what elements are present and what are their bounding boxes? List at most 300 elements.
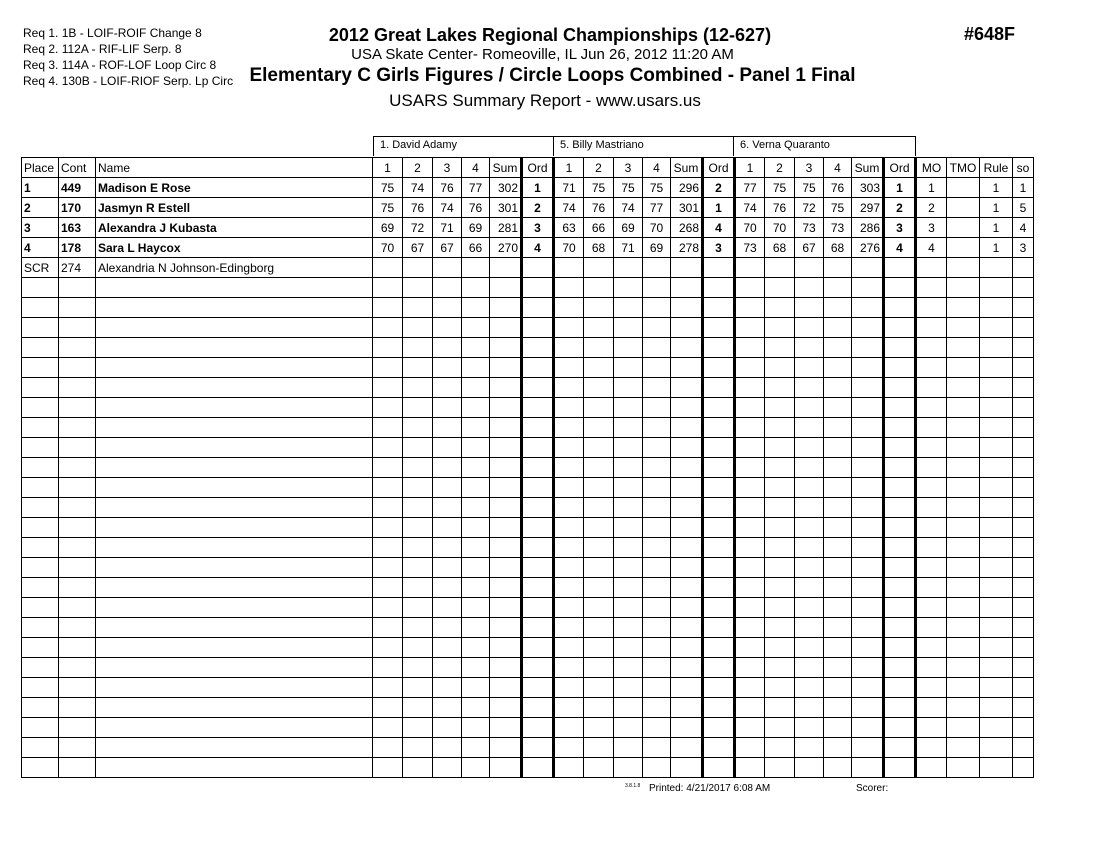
empty-cell bbox=[490, 618, 522, 638]
empty-cell bbox=[522, 338, 554, 358]
empty-cell bbox=[522, 658, 554, 678]
empty-cell bbox=[373, 278, 403, 298]
empty-cell bbox=[614, 438, 643, 458]
empty-cell bbox=[22, 698, 59, 718]
empty-cell bbox=[462, 538, 490, 558]
empty-cell bbox=[643, 758, 671, 778]
empty-cell bbox=[59, 618, 96, 638]
empty-cell bbox=[22, 398, 59, 418]
empty-cell bbox=[96, 278, 373, 298]
empty-cell bbox=[433, 698, 462, 718]
empty-cell bbox=[584, 538, 614, 558]
judge-1-figure-1-score: 75 bbox=[373, 178, 403, 198]
empty-cell bbox=[22, 318, 59, 338]
empty-cell bbox=[1013, 518, 1034, 538]
empty-cell bbox=[765, 298, 795, 318]
empty-cell bbox=[824, 498, 852, 518]
empty-cell bbox=[59, 438, 96, 458]
judge-2-ordinal bbox=[703, 258, 735, 278]
judge-2-figure-3-score bbox=[614, 258, 643, 278]
empty-cell bbox=[916, 418, 947, 438]
empty-cell bbox=[852, 438, 884, 458]
competition-title: 2012 Great Lakes Regional Championships (12-627) bbox=[328, 25, 772, 45]
empty-cell bbox=[643, 678, 671, 698]
empty-cell bbox=[59, 758, 96, 778]
empty-cell bbox=[490, 438, 522, 458]
judge-3-figure-3-score: 67 bbox=[795, 238, 824, 258]
empty-cell bbox=[403, 498, 433, 518]
empty-cell bbox=[373, 658, 403, 678]
cont-cell: 178 bbox=[59, 238, 96, 258]
empty-cell bbox=[980, 678, 1013, 698]
empty-cell bbox=[916, 318, 947, 338]
empty-cell bbox=[916, 758, 947, 778]
empty-cell bbox=[96, 738, 373, 758]
empty-cell bbox=[22, 598, 59, 618]
empty-cell bbox=[554, 358, 584, 378]
empty-cell bbox=[584, 658, 614, 678]
requirement-4: Req 4. 130B - LOIF-RIOF Serp. Lp Circ bbox=[23, 74, 234, 88]
empty-cell bbox=[490, 658, 522, 678]
empty-cell bbox=[59, 378, 96, 398]
empty-cell bbox=[671, 578, 703, 598]
empty-cell bbox=[433, 298, 462, 318]
empty-cell bbox=[916, 618, 947, 638]
judge-1-figure-3-score: 71 bbox=[433, 218, 462, 238]
empty-cell bbox=[462, 378, 490, 398]
empty-cell bbox=[980, 298, 1013, 318]
empty-cell bbox=[1013, 278, 1034, 298]
col-header-judge-3-sum: Sum bbox=[852, 158, 884, 178]
empty-cell bbox=[584, 478, 614, 498]
judge-3-figure-3-score bbox=[795, 258, 824, 278]
empty-cell bbox=[735, 578, 765, 598]
empty-cell bbox=[373, 698, 403, 718]
empty-cell bbox=[403, 418, 433, 438]
empty-cell bbox=[433, 438, 462, 458]
empty-cell bbox=[584, 358, 614, 378]
empty-cell bbox=[824, 738, 852, 758]
empty-cell bbox=[614, 638, 643, 658]
empty-cell bbox=[554, 578, 584, 598]
table-row bbox=[22, 258, 1034, 278]
empty-cell bbox=[703, 418, 735, 438]
empty-cell bbox=[852, 618, 884, 638]
empty-cell bbox=[22, 718, 59, 738]
judge-3-figure-1-score: 77 bbox=[735, 178, 765, 198]
empty-cell bbox=[947, 298, 980, 318]
empty-row bbox=[22, 558, 1034, 578]
empty-cell bbox=[852, 698, 884, 718]
judge-1-figure-3-score: 74 bbox=[433, 198, 462, 218]
empty-cell bbox=[884, 358, 916, 378]
empty-cell bbox=[403, 538, 433, 558]
empty-cell bbox=[403, 698, 433, 718]
empty-cell bbox=[703, 738, 735, 758]
empty-cell bbox=[373, 378, 403, 398]
empty-cell bbox=[462, 598, 490, 618]
empty-cell bbox=[554, 738, 584, 758]
empty-cell bbox=[795, 438, 824, 458]
col-header-judge-3-figure-1: 1 bbox=[735, 158, 765, 178]
col-header-judge-1-figure-1: 1 bbox=[373, 158, 403, 178]
empty-cell bbox=[554, 398, 584, 418]
empty-cell bbox=[522, 578, 554, 598]
col-header-judge-2-figure-3: 3 bbox=[614, 158, 643, 178]
judge-2-figure-2-score bbox=[584, 258, 614, 278]
empty-cell bbox=[703, 538, 735, 558]
empty-cell bbox=[765, 678, 795, 698]
empty-cell bbox=[671, 398, 703, 418]
empty-cell bbox=[490, 398, 522, 418]
rule-cell: 1 bbox=[980, 218, 1013, 238]
empty-cell bbox=[980, 578, 1013, 598]
empty-cell bbox=[765, 758, 795, 778]
col-header-judge-2-figure-2: 2 bbox=[584, 158, 614, 178]
empty-cell bbox=[884, 378, 916, 398]
judge-3-sum: 276 bbox=[852, 238, 884, 258]
empty-cell bbox=[795, 318, 824, 338]
judge-2-sum: 296 bbox=[671, 178, 703, 198]
empty-cell bbox=[59, 538, 96, 558]
judge-3-ordinal bbox=[884, 258, 916, 278]
judge-2-ordinal: 4 bbox=[703, 218, 735, 238]
empty-cell bbox=[22, 298, 59, 318]
empty-cell bbox=[852, 378, 884, 398]
empty-cell bbox=[765, 438, 795, 458]
judge-2-figure-2-score: 66 bbox=[584, 218, 614, 238]
empty-cell bbox=[884, 298, 916, 318]
empty-cell bbox=[671, 518, 703, 538]
col-header-so: so bbox=[1013, 158, 1034, 178]
judge-1-figure-4-score: 69 bbox=[462, 218, 490, 238]
empty-cell bbox=[824, 338, 852, 358]
empty-cell bbox=[522, 738, 554, 758]
empty-cell bbox=[59, 478, 96, 498]
empty-cell bbox=[433, 338, 462, 358]
empty-cell bbox=[462, 638, 490, 658]
empty-cell bbox=[96, 358, 373, 378]
empty-cell bbox=[765, 418, 795, 438]
empty-cell bbox=[433, 518, 462, 538]
empty-cell bbox=[96, 698, 373, 718]
empty-cell bbox=[373, 678, 403, 698]
empty-cell bbox=[703, 338, 735, 358]
empty-cell bbox=[671, 378, 703, 398]
empty-cell bbox=[765, 458, 795, 478]
empty-cell bbox=[554, 518, 584, 538]
empty-cell bbox=[554, 458, 584, 478]
judge-2-sum: 268 bbox=[671, 218, 703, 238]
empty-cell bbox=[462, 738, 490, 758]
empty-cell bbox=[403, 398, 433, 418]
empty-cell bbox=[22, 418, 59, 438]
empty-cell bbox=[462, 478, 490, 498]
empty-cell bbox=[735, 398, 765, 418]
empty-cell bbox=[554, 618, 584, 638]
empty-cell bbox=[765, 558, 795, 578]
empty-cell bbox=[522, 678, 554, 698]
empty-cell bbox=[703, 318, 735, 338]
empty-cell bbox=[1013, 478, 1034, 498]
empty-cell bbox=[96, 558, 373, 578]
judge-3-figure-1-score: 74 bbox=[735, 198, 765, 218]
summary-table bbox=[21, 157, 1034, 778]
empty-cell bbox=[671, 278, 703, 298]
judge-1-sum: 270 bbox=[490, 238, 522, 258]
empty-cell bbox=[22, 518, 59, 538]
mo-cell: 1 bbox=[916, 178, 947, 198]
empty-cell bbox=[59, 638, 96, 658]
empty-cell bbox=[980, 278, 1013, 298]
judge-2-figure-4-score bbox=[643, 258, 671, 278]
empty-cell bbox=[765, 378, 795, 398]
empty-row bbox=[22, 498, 1034, 518]
empty-cell bbox=[490, 338, 522, 358]
empty-cell bbox=[522, 298, 554, 318]
col-header-judge-2-figure-4: 4 bbox=[643, 158, 671, 178]
col-header-judge-2-sum: Sum bbox=[671, 158, 703, 178]
empty-cell bbox=[824, 418, 852, 438]
empty-cell bbox=[852, 358, 884, 378]
empty-cell bbox=[884, 718, 916, 738]
empty-cell bbox=[403, 638, 433, 658]
empty-cell bbox=[614, 558, 643, 578]
empty-cell bbox=[554, 438, 584, 458]
empty-cell bbox=[373, 398, 403, 418]
judge-1-figure-4-score bbox=[462, 258, 490, 278]
report-title: USARS Summary Report - www.usars.us bbox=[389, 91, 701, 110]
empty-row bbox=[22, 518, 1034, 538]
empty-cell bbox=[522, 318, 554, 338]
empty-cell bbox=[824, 678, 852, 698]
empty-cell bbox=[22, 278, 59, 298]
col-header-judge-1-figure-3: 3 bbox=[433, 158, 462, 178]
empty-cell bbox=[373, 458, 403, 478]
empty-cell bbox=[1013, 598, 1034, 618]
cont-cell: 449 bbox=[59, 178, 96, 198]
empty-cell bbox=[403, 518, 433, 538]
table-row bbox=[22, 198, 1034, 218]
empty-cell bbox=[735, 698, 765, 718]
empty-cell bbox=[735, 758, 765, 778]
empty-cell bbox=[403, 438, 433, 458]
empty-cell bbox=[735, 438, 765, 458]
empty-cell bbox=[373, 538, 403, 558]
empty-cell bbox=[703, 638, 735, 658]
empty-cell bbox=[554, 678, 584, 698]
empty-cell bbox=[96, 758, 373, 778]
empty-cell bbox=[643, 598, 671, 618]
empty-cell bbox=[703, 678, 735, 698]
empty-cell bbox=[59, 578, 96, 598]
empty-cell bbox=[824, 538, 852, 558]
empty-cell bbox=[373, 498, 403, 518]
empty-cell bbox=[462, 318, 490, 338]
empty-cell bbox=[59, 678, 96, 698]
empty-row bbox=[22, 398, 1034, 418]
empty-row bbox=[22, 358, 1034, 378]
empty-cell bbox=[980, 618, 1013, 638]
col-header-judge-3-figure-3: 3 bbox=[795, 158, 824, 178]
empty-cell bbox=[884, 438, 916, 458]
table-row bbox=[22, 238, 1034, 258]
empty-cell bbox=[703, 598, 735, 618]
empty-cell bbox=[433, 478, 462, 498]
empty-cell bbox=[916, 658, 947, 678]
empty-cell bbox=[554, 298, 584, 318]
empty-cell bbox=[490, 678, 522, 698]
empty-cell bbox=[671, 538, 703, 558]
empty-cell bbox=[59, 518, 96, 538]
empty-cell bbox=[462, 518, 490, 538]
empty-cell bbox=[1013, 378, 1034, 398]
empty-cell bbox=[795, 478, 824, 498]
empty-cell bbox=[765, 618, 795, 638]
empty-cell bbox=[433, 718, 462, 738]
empty-cell bbox=[462, 618, 490, 638]
judge-3-figure-2-score bbox=[765, 258, 795, 278]
empty-cell bbox=[703, 498, 735, 518]
empty-cell bbox=[554, 638, 584, 658]
empty-cell bbox=[643, 318, 671, 338]
empty-cell bbox=[22, 678, 59, 698]
empty-cell bbox=[1013, 318, 1034, 338]
empty-cell bbox=[614, 678, 643, 698]
empty-row bbox=[22, 378, 1034, 398]
empty-cell bbox=[765, 598, 795, 618]
judge-2-figure-1-score: 71 bbox=[554, 178, 584, 198]
judge-3-figure-2-score: 70 bbox=[765, 218, 795, 238]
empty-cell bbox=[462, 418, 490, 438]
empty-cell bbox=[947, 318, 980, 338]
empty-cell bbox=[795, 598, 824, 618]
empty-cell bbox=[703, 758, 735, 778]
empty-cell bbox=[462, 338, 490, 358]
empty-cell bbox=[22, 658, 59, 678]
empty-cell bbox=[22, 638, 59, 658]
judge-2-ordinal: 3 bbox=[703, 238, 735, 258]
empty-cell bbox=[433, 358, 462, 378]
empty-cell bbox=[96, 338, 373, 358]
empty-cell bbox=[522, 638, 554, 658]
empty-cell bbox=[671, 698, 703, 718]
mo-cell: 3 bbox=[916, 218, 947, 238]
empty-cell bbox=[373, 618, 403, 638]
empty-cell bbox=[671, 358, 703, 378]
judge-1-figure-3-score: 67 bbox=[433, 238, 462, 258]
empty-cell bbox=[403, 578, 433, 598]
empty-cell bbox=[735, 718, 765, 738]
judge-1-label: 1. David Adamy bbox=[373, 136, 554, 156]
judge-3-sum: 286 bbox=[852, 218, 884, 238]
judge-3-figure-4-score bbox=[824, 258, 852, 278]
empty-cell bbox=[765, 498, 795, 518]
empty-cell bbox=[884, 758, 916, 778]
empty-cell bbox=[703, 298, 735, 318]
empty-cell bbox=[947, 418, 980, 438]
col-header-judge-1-figure-4: 4 bbox=[462, 158, 490, 178]
empty-cell bbox=[884, 318, 916, 338]
judge-2-figure-2-score: 76 bbox=[584, 198, 614, 218]
empty-cell bbox=[795, 678, 824, 698]
empty-cell bbox=[671, 298, 703, 318]
empty-cell bbox=[614, 578, 643, 598]
empty-cell bbox=[671, 598, 703, 618]
empty-cell bbox=[671, 318, 703, 338]
empty-cell bbox=[373, 338, 403, 358]
empty-cell bbox=[671, 478, 703, 498]
empty-cell bbox=[852, 398, 884, 418]
tmo-cell bbox=[947, 258, 980, 278]
empty-cell bbox=[22, 458, 59, 478]
empty-cell bbox=[96, 498, 373, 518]
empty-cell bbox=[584, 598, 614, 618]
empty-cell bbox=[462, 498, 490, 518]
empty-cell bbox=[947, 578, 980, 598]
col-header-judge-1-sum: Sum bbox=[490, 158, 522, 178]
empty-cell bbox=[96, 638, 373, 658]
mo-cell: 2 bbox=[916, 198, 947, 218]
empty-cell bbox=[59, 358, 96, 378]
empty-cell bbox=[584, 678, 614, 698]
judge-1-figure-2-score: 72 bbox=[403, 218, 433, 238]
empty-cell bbox=[980, 698, 1013, 718]
empty-cell bbox=[947, 698, 980, 718]
empty-cell bbox=[795, 518, 824, 538]
empty-cell bbox=[462, 558, 490, 578]
judge-2-figure-4-score: 69 bbox=[643, 238, 671, 258]
skater-name-cell: Alexandra J Kubasta bbox=[96, 218, 373, 238]
empty-cell bbox=[59, 718, 96, 738]
empty-cell bbox=[490, 518, 522, 538]
judge-3-ordinal: 2 bbox=[884, 198, 916, 218]
empty-cell bbox=[643, 438, 671, 458]
empty-cell bbox=[795, 278, 824, 298]
judge-1-figure-4-score: 76 bbox=[462, 198, 490, 218]
empty-cell bbox=[490, 558, 522, 578]
empty-cell bbox=[643, 338, 671, 358]
empty-cell bbox=[96, 378, 373, 398]
judge-2-figure-3-score: 74 bbox=[614, 198, 643, 218]
judge-3-figure-1-score bbox=[735, 258, 765, 278]
judge-2-figure-4-score: 75 bbox=[643, 178, 671, 198]
empty-cell bbox=[403, 658, 433, 678]
empty-cell bbox=[765, 278, 795, 298]
empty-row bbox=[22, 278, 1034, 298]
empty-cell bbox=[735, 478, 765, 498]
empty-cell bbox=[671, 658, 703, 678]
empty-cell bbox=[735, 458, 765, 478]
judge-1-figure-1-score: 70 bbox=[373, 238, 403, 258]
empty-cell bbox=[643, 358, 671, 378]
empty-cell bbox=[22, 738, 59, 758]
empty-cell bbox=[795, 298, 824, 318]
empty-cell bbox=[765, 358, 795, 378]
empty-cell bbox=[947, 438, 980, 458]
empty-cell bbox=[916, 358, 947, 378]
location-datetime: USA Skate Center- Romeoville, IL Jun 26, 2012 11:20 AM bbox=[351, 46, 734, 63]
judge-2-figure-4-score: 70 bbox=[643, 218, 671, 238]
empty-cell bbox=[462, 758, 490, 778]
empty-cell bbox=[980, 658, 1013, 678]
judge-1-figure-4-score: 77 bbox=[462, 178, 490, 198]
empty-cell bbox=[916, 678, 947, 698]
col-header-judge-3-figure-4: 4 bbox=[824, 158, 852, 178]
judge-3-label: 6. Verna Quaranto bbox=[733, 136, 916, 156]
empty-cell bbox=[980, 438, 1013, 458]
empty-cell bbox=[490, 638, 522, 658]
